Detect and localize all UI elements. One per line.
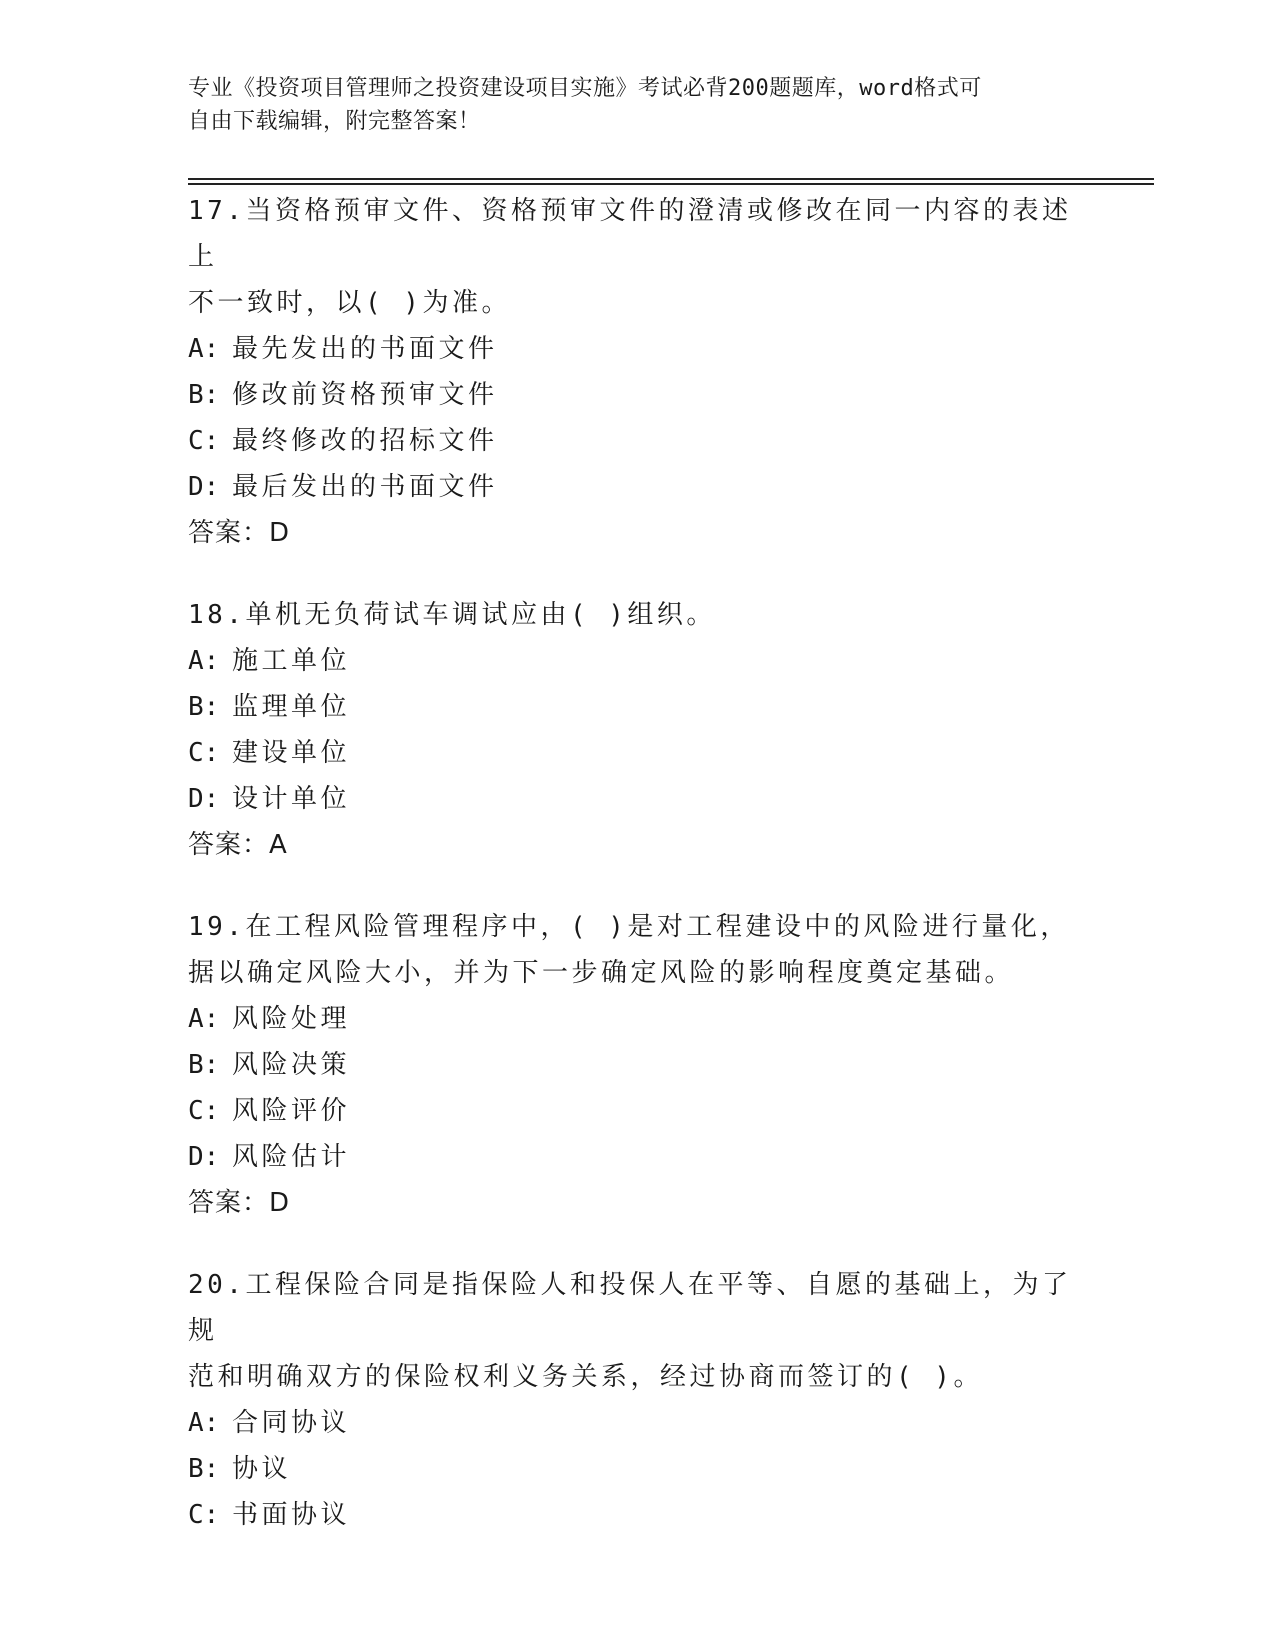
option-letter: C: bbox=[188, 426, 220, 456]
option-b bbox=[188, 1446, 1088, 1492]
option-text: 风险处理 bbox=[232, 1004, 351, 1034]
option-c bbox=[188, 1492, 1088, 1538]
option-letter: D: bbox=[188, 1142, 220, 1172]
option-text: 书面协议 bbox=[232, 1500, 351, 1530]
option-text: 协议 bbox=[232, 1454, 292, 1484]
question-17 bbox=[188, 188, 1088, 556]
option-letter: C: bbox=[188, 738, 220, 768]
question-text-line-1: 19.在工程风险管理程序中，( )是对工程建设中的风险进行量化， bbox=[188, 912, 1070, 942]
header-divider-top bbox=[188, 178, 1154, 180]
question-19 bbox=[188, 904, 1088, 1226]
answer-line: 答案：D bbox=[188, 1188, 291, 1218]
question-list bbox=[188, 188, 1088, 1574]
question-18 bbox=[188, 592, 1088, 868]
question-text-line-2: 范和明确双方的保险权利义务关系，经过协商而签订的( )。 bbox=[188, 1362, 983, 1392]
option-text: 风险决策 bbox=[232, 1050, 351, 1080]
option-text: 施工单位 bbox=[232, 646, 351, 676]
question-text-line-1: 20.工程保险合同是指保险人和投保人在平等、自愿的基础上，为了规 bbox=[188, 1270, 1072, 1346]
option-letter: A: bbox=[188, 1004, 220, 1034]
document-header bbox=[188, 72, 1088, 138]
answer-line: 答案：D bbox=[188, 518, 291, 548]
question-text bbox=[188, 188, 1088, 326]
header-line-2: 自由下载编辑，附完整答案！ bbox=[188, 109, 481, 134]
option-text: 修改前资格预审文件 bbox=[232, 380, 498, 410]
option-text: 最终修改的招标文件 bbox=[232, 426, 498, 456]
option-b bbox=[188, 1042, 1088, 1088]
option-a bbox=[188, 1400, 1088, 1446]
question-text-line-2: 据以确定风险大小，并为下一步确定风险的影响程度奠定基础。 bbox=[188, 958, 1015, 988]
option-text: 合同协议 bbox=[232, 1408, 351, 1438]
option-c bbox=[188, 418, 1088, 464]
option-text: 建设单位 bbox=[232, 738, 351, 768]
option-text: 设计单位 bbox=[232, 784, 351, 814]
option-a bbox=[188, 638, 1088, 684]
option-text: 监理单位 bbox=[232, 692, 351, 722]
question-text bbox=[188, 592, 1088, 638]
option-letter: B: bbox=[188, 1454, 220, 1484]
option-letter: B: bbox=[188, 380, 220, 410]
question-text-line-1: 17.当资格预审文件、资格预审文件的澄清或修改在同一内容的表述上 bbox=[188, 196, 1072, 272]
option-text: 风险评价 bbox=[232, 1096, 351, 1126]
header-line-1: 专业《投资项目管理师之投资建设项目实施》考试必背200题题库，word格式可 bbox=[188, 76, 982, 101]
question-text-line-2: 不一致时，以( )为准。 bbox=[188, 288, 511, 318]
question-20 bbox=[188, 1262, 1088, 1538]
option-letter: B: bbox=[188, 1050, 220, 1080]
option-a bbox=[188, 996, 1088, 1042]
option-letter: B: bbox=[188, 692, 220, 722]
option-letter: A: bbox=[188, 1408, 220, 1438]
option-b bbox=[188, 372, 1088, 418]
option-letter: C: bbox=[188, 1500, 220, 1530]
option-text: 最先发出的书面文件 bbox=[232, 334, 498, 364]
option-d bbox=[188, 1134, 1088, 1180]
option-c bbox=[188, 730, 1088, 776]
question-text bbox=[188, 1262, 1088, 1400]
option-b bbox=[188, 684, 1088, 730]
option-text: 最后发出的书面文件 bbox=[232, 472, 498, 502]
option-text: 风险估计 bbox=[232, 1142, 351, 1172]
question-text-line-1: 18.单机无负荷试车调试应由( )组织。 bbox=[188, 600, 716, 630]
option-letter: A: bbox=[188, 646, 220, 676]
option-letter: D: bbox=[188, 784, 220, 814]
answer-line: 答案：A bbox=[188, 830, 288, 860]
option-letter: D: bbox=[188, 472, 220, 502]
header-divider-bottom bbox=[188, 183, 1154, 185]
option-d bbox=[188, 776, 1088, 822]
option-c bbox=[188, 1088, 1088, 1134]
option-a bbox=[188, 326, 1088, 372]
question-text bbox=[188, 904, 1088, 996]
option-d bbox=[188, 464, 1088, 510]
option-letter: C: bbox=[188, 1096, 220, 1126]
option-letter: A: bbox=[188, 334, 220, 364]
